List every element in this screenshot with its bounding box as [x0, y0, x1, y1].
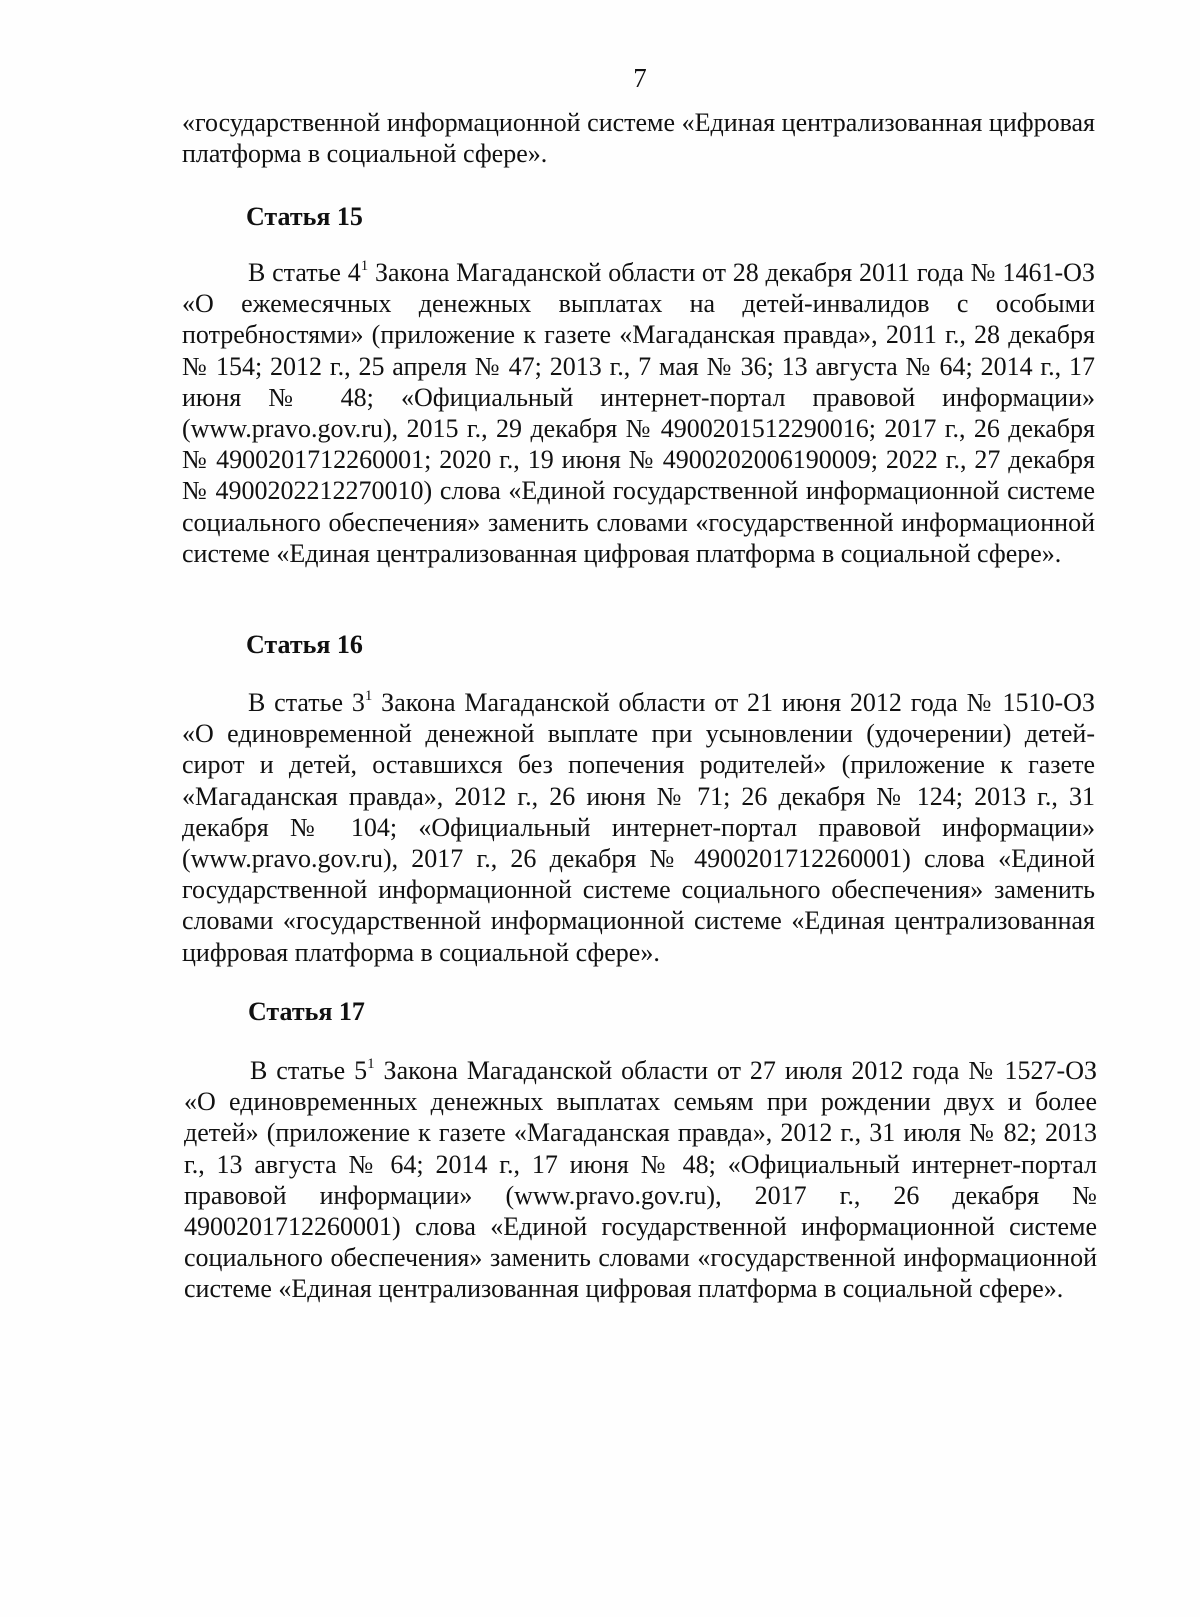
article-15-body: Закона Магаданской области от 28 декабря 2011 года № 1461-ОЗ «О ежемесячных денежных выплатах на детей-инвалидов с особыми потребностями» (приложение к газете «Магаданская правда», 2011 г., 28 декабря № 154; 2012 г., 25 апреля № 47; 2013 г., 7 мая № 36; 13 августа № 64; 2014 г., 17 июня № 48; «Официальный интернет-портал правовой информации» (www.pravo.gov.ru), 2015 г., 29 декабря № 4900201512290016; 2017 г., 26 декабря № 4900201712260001; 2020 г., 19 июня № 4900202006190009; 2022 г., 27 декабря № 4900202212270010) слова «Единой государственной информационной системе социального обеспечения» заменить словами «государственной информационной системе «Единая централизованная цифровая платформа в социальной сфере».	[182, 258, 1095, 568]
article-15-heading: Статья 15	[246, 202, 363, 231]
article-15-superscript: 1	[360, 258, 369, 274]
article-17-heading: Статья 17	[248, 997, 365, 1026]
page-number: 7	[633, 63, 647, 93]
article-16-heading: Статья 16	[246, 630, 363, 659]
article-17-body: Закона Магаданской области от 27 июля 2012 года № 1527-ОЗ «О единовременных денежных выплатах семьям при рождении двух и более детей» (приложение к газете «Магаданская правда», 2012 г., 31 июля № 82; 2013 г., 13 августа № 64; 2014 г., 17 июня № 48; «Официальный интернет-портал правовой информации» (www.pravo.gov.ru), 2017 г., 26 декабря № 4900201712260001) слова «Единой государственной информационной системе социального обеспечения» заменить словами «государственной информационной системе «Единая централизованная цифровая платформа в социальной сфере».	[184, 1056, 1097, 1304]
article-17-superscript: 1	[367, 1056, 375, 1072]
article-17-paragraph	[184, 1055, 1097, 1305]
article-17-lead: В статье 5	[250, 1056, 368, 1085]
article-16-superscript: 1	[364, 688, 373, 704]
article-16-lead: В статье 3	[248, 688, 365, 717]
article-16-paragraph	[182, 687, 1095, 968]
article-15-lead: В статье 4	[248, 258, 361, 287]
continuation-paragraph: «государственной информационной системе «Единая централизованная цифровая платформа в социальной сфере».	[182, 108, 1095, 169]
article-15-paragraph	[182, 257, 1095, 569]
article-16-body: Закона Магаданской области от 21 июня 2012 года № 1510-ОЗ «О единовременной денежной выплате при усыновлении (удочерении) детей-сирот и детей, оставшихся без попечения родителей» (приложение к газете «Магаданская правда», 2012 г., 26 июня № 71; 26 декабря № 124; 2013 г., 31 декабря № 104; «Официальный интернет-портал правовой информации» (www.pravo.gov.ru), 2017 г., 26 декабря № 4900201712260001) слова «Единой государственной информационной системе социального обеспечения» заменить словами «государственной информационной системе «Единая централизованная цифровая платформа в социальной сфере».	[182, 688, 1095, 967]
